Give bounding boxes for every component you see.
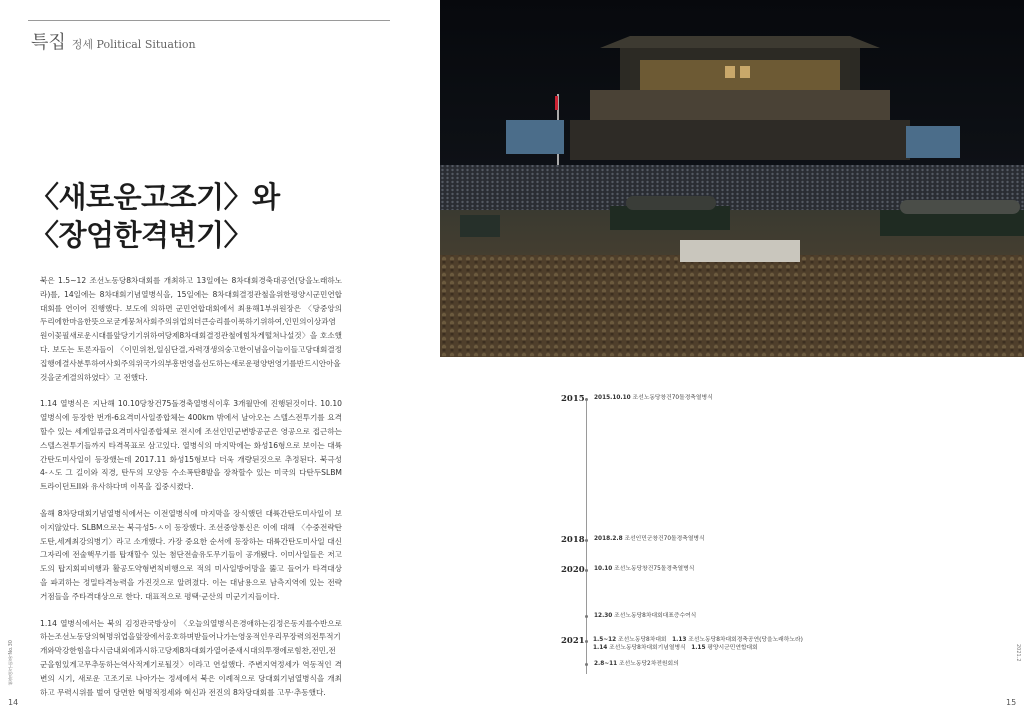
- timeline-label: 조선노동당창건75돌경축열병식: [612, 566, 695, 573]
- title-line-1: 〈새로운고조기〉와: [30, 180, 280, 214]
- timeline-date: 12.30: [594, 613, 613, 619]
- timeline-line-a: [593, 636, 803, 644]
- timeline-dot-icon: [585, 640, 588, 643]
- paragraph: 1.14 열병식에서는 북의 김정관국방상이 〈오늘의열병식은경애하는김정은동지를수반으로하는조선노동당의혁명위업을앞장에서옹호하며받들어나가는영웅적인우리무장력의전투적기개와막강한힘을다시금내외에과시하고당제8차대회가열어준새시대의투쟁에로힘찬,전민,전군을힘있게고무추동하는역사적계기로될것〉이라고 연설했다. 주변지역정세가 역동적인 격변의 시기, 새로운 고조기로 나아가는 정세에서 북은 이례적으로 당대회기념열병식을 개최하고 무력시위를 벌여 당면한 혁명적정세와 혁신과 전진의 8차당대회를 고무·추동했다.: [40, 618, 342, 697]
- parade-photo-icon: [440, 0, 1024, 357]
- parade-photo: [440, 0, 1024, 357]
- timeline-entry: [594, 613, 696, 621]
- timeline-row-0208: [561, 661, 679, 669]
- timeline-dot-icon: [585, 398, 588, 401]
- timeline-dot-icon: [585, 569, 588, 572]
- timeline-row-2020: [561, 565, 694, 575]
- timeline-label: 조선노동당2차전원회의: [617, 661, 679, 667]
- timeline-date: 2.8~11: [594, 661, 618, 667]
- top-rule: [28, 20, 390, 21]
- timeline-entry: [594, 661, 679, 669]
- paragraph: 올해 8차당대회기념열병식에서는 이전열병식에 마지막을 장식했던 대륙간탄도미사일이 보이지않았다. SLBM으로는 북극성5-ㅅ이 등장했다. 조선중앙통신은 이에 대해 〈수중전략탄도탄,세계최강의병기〉라고 소개했다. 가장 중요한 순서에 등장하는 대륙간탄도미사일 대신 그자리에 전술핵무기를 탑재할수 있는 첨단전술유도무기들이 공개됐다. 이미사일들은 저고도의 탑지회피비행과 활공도약형변칙비행으로 적의 미사일방어망을 뚫고 들어가 타격대상을 파괴하는 정밀타격능력을 가진것으로 알려졌다. 이는 대남용으로 남측지역에 있는 전략거점들을 주타격대상으로 한다. 대표적으로 평택·군산의 미군기지들이다.: [40, 508, 342, 601]
- timeline-year: 2018: [561, 535, 585, 545]
- timeline-dot-icon: [585, 615, 588, 618]
- timeline-date: 1.13: [672, 637, 687, 643]
- article-body: [40, 274, 342, 712]
- timeline-dot-icon: [585, 539, 588, 542]
- timeline-line-b: [593, 644, 803, 652]
- timeline-year: 2021: [561, 636, 585, 646]
- timeline-row-2018: [561, 535, 705, 545]
- side-label-right: 2021.2: [1015, 644, 1021, 662]
- paragraph: 북은 1.5~12 조선노동당8차대회를 개최하고 13일에는 8차대회경축대공연(당을노래하노라)를, 14일에는 8차대회기념열병식을, 15일에는 8차대회결정관철을위한평양시군민연합대회를 연이어 진행했다. 보도에 의하면 군민연합대회에서 최용해1부위원장은 〈당중앙의두리에한마음한뜻으로굳게뭉쳐사회주의위업의더큰승리를이룩하기위하여,인민의이상과염원이꽃필새로운시대를앞당기기위하여당제8차대회결정관철에힘차게떨쳐나설것〉을 호소했다. 보도는 토론자들이 〈이민위천,일심단결,자력갱생의숭고한이념을이늘이들고당대회결정집행에결사분투하여사회주의위국가의부흥번영을선도하는새로운평양번영기를반드시안아올것을굳게결의하였다〉고 전했다.: [40, 276, 342, 382]
- side-label-left: 현장연구민족No.30: [8, 640, 14, 685]
- timeline-entries-2021: [593, 636, 803, 652]
- timeline-date: 1.15: [691, 645, 706, 651]
- timeline-label: 조선노동당창건70돌경축열병식: [630, 395, 713, 402]
- timeline-date: 2018.2.8: [594, 536, 623, 543]
- timeline-date: 10.10: [594, 566, 613, 573]
- timeline-row-2015: [561, 394, 713, 404]
- timeline-label: 조선인민군창건70돌경축열병식: [622, 536, 705, 543]
- timeline-label: 평양시군민연합대회: [705, 645, 758, 651]
- page-number-right: 15: [1006, 698, 1017, 707]
- title-line-2: 〈장엄한격변기〉: [30, 218, 253, 252]
- timeline-entry: [594, 536, 705, 544]
- section-header: [31, 28, 196, 54]
- timeline-date: 1.5~12: [593, 637, 617, 643]
- paragraph: 1.14 열병식은 지난해 10.10당창건75돌경축열병식이후 3개월만에 진행된것이다. 10.10 열병식에 등장한 번개-6요격미사일종합체는 400km 밖에서 날아오는 스텔스전투기를 요격할수 있는 세계일류급요격미사일종합체로 전시에 조선인민군변방공군은 영공으로 접근하는 스텔스전투기들까지 타격목표로 삼고있다. 열병식의 마지막에는 화성16형으로 보이는 대륙간탄도미사일이 등장했는데 2017.11 화성15형보다 더욱 개량된것으로 추정된다. 북극성4-ㅅ도 그 길이와 직경, 탄두의 모양등 수소폭탄8발을 장착할수 있는 미국의 다탄두SLBM 트라이던트II와 유사하다며 이목을 집중시켰다.: [40, 399, 342, 492]
- timeline-entry: [594, 395, 713, 403]
- timeline-row-2021: [561, 636, 594, 646]
- timeline-row-1230: [561, 613, 696, 621]
- section-sub-label: 정세 Political Situation: [71, 38, 196, 51]
- timeline-date: 1.14: [593, 645, 608, 651]
- section-main-label: 특집: [31, 32, 66, 53]
- timeline-year: 2015: [561, 394, 585, 404]
- article-title: [30, 178, 280, 254]
- page-number-left: 14: [8, 698, 19, 707]
- timeline-year: 2020: [561, 565, 585, 575]
- timeline-date: 2015.10.10: [594, 395, 631, 402]
- timeline-label: 조선노동당8차대회경축공연(당을노래하노라): [686, 637, 803, 643]
- timeline-dot-icon: [585, 663, 588, 666]
- timeline-entry: [594, 566, 694, 574]
- timeline-label: 조선노동당8차대회기념열병식: [607, 645, 686, 651]
- timeline-label: 조선노동당8차대회대표증수여식: [612, 613, 697, 619]
- timeline-label: 조선노동당8차대회: [616, 637, 667, 643]
